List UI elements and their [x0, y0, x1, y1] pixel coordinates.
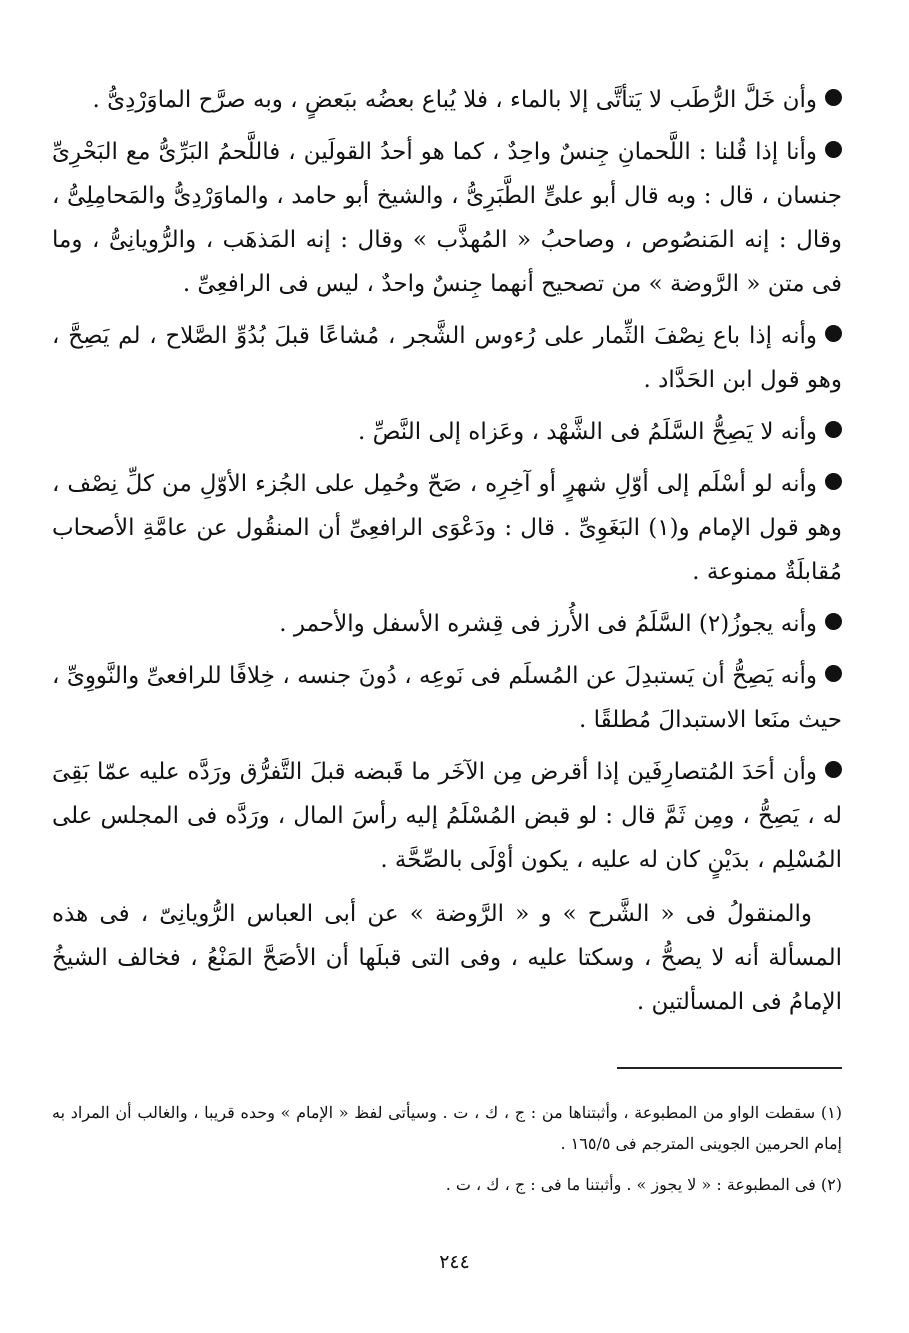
- paragraph-9: [52, 892, 842, 1024]
- footnote-divider: [617, 1067, 842, 1069]
- bullet-icon: [825, 325, 842, 342]
- paragraph-text: والمنقولُ فى « الشَّرح » و « الرَّوضة » عن أبى العباس الرُّويانِىّ ، فى هذه المسألة أنه لا يصحُّ ، وسكتا عليه ، وفى التى قبلَها أن الأصَحَّ المَنْعُ ، فخالف الشيخُ الإمامُ فى المسألتين .: [52, 901, 842, 1015]
- paragraph-7: [52, 654, 842, 742]
- paragraph-text: وأنه إذا باع نِصْفَ الثِّمار على رُءوس الشَّجر ، مُشاعًا قبلَ بُدُوِّ الصَّلاح ، لم يَصِحَّ ، وهو قول ابن الحَدَّاد .: [52, 323, 842, 393]
- paragraph-5: [52, 462, 842, 594]
- footnote-2: (٢) فى المطبوعة : « لا يجوز » . وأثبتنا ما فى : ج ، ك ، ت .: [445, 1175, 842, 1194]
- bullet-icon: [825, 421, 842, 438]
- footnotes: [52, 1097, 842, 1210]
- paragraph-6: [52, 602, 842, 646]
- paragraph-text: وأنه يَصِحُّ أن يَستبدِلَ عن المُسلَم فى نَوعِه ، دُونَ جنسه ، خِلافًا للرافعىِّ والنَّووِىِّ ، حيث منَعا الاستبدالَ مُطلقًا .: [52, 663, 842, 733]
- main-text: [52, 78, 842, 1032]
- bullet-icon: [825, 613, 842, 630]
- paragraph-2: [52, 130, 842, 306]
- paragraph-text: وأن خَلَّ الرُّطَب لا يَتأتَّى إلا بالماء ، فلا يُباع بعضُه ببَعضٍ ، وبه صرَّح الماوَرْدِىُّ .: [92, 87, 817, 113]
- paragraph-text: وأنه لا يَصِحُّ السَّلَمُ فى الشَّهْد ، وعَزاه إلى النَّصِّ .: [357, 419, 817, 445]
- footnote-1: (١) سقطت الواو من المطبوعة ، وأثبتناها من : ج ، ك ، ت . وسيأتى لفظ « الإمام » وحده قريبا ، والغالب أن المراد به إمام الحرمين الجوينى المترجم فى ١٦٥/٥ .: [52, 1103, 842, 1153]
- paragraph-3: [52, 314, 842, 402]
- bullet-icon: [825, 761, 842, 778]
- paragraph-4: [52, 410, 842, 454]
- page-number: ٢٤٤: [439, 1251, 470, 1273]
- bullet-icon: [825, 141, 842, 158]
- bullet-icon: [825, 473, 842, 490]
- paragraph-text: وأنه لو أسْلَم إلى أوّلِ شهرٍ أو آخِرِه ، صَحّ وحُمِل على الجُزء الأوّلِ من كلِّ نِصْف ، وهو قول الإمام و(١) البَغَوِىِّ . قال : ودَعْوَى الرافعِىِّ أن المنقُول عن عامَّةِ الأصحاب مُقابلَةٌ ممنوعة .: [52, 471, 843, 585]
- paragraph-text: وأنه يجوزُ(٢) السَّلَمُ فى الأُرز فى قِشره الأسفل والأحمر .: [279, 611, 817, 637]
- paragraph-text: وأنا إذا قُلنا : اللَّحمانِ جِنسٌ واحِدٌ ، كما هو أحدُ القولَين ، فاللَّحمُ البَرِّىُّ مع البَحْرِىِّ جنسان ، قال : وبه قال أبو علىٍّ الطَّبَرِىُّ ، والشيخ أبو حامد ، والماوَرْدِىُّ والمَحامِلِىُّ ، وقال : إنه المَنصُوص ، وصاحبُ « المُهذَّب » وقال : إنه المَذهَب ، والرُّويانِىُّ ، وما فى متن « الرَّوضة » من تصحيح أنهما جِنسٌ واحدٌ ، ليس فى الرافعِىِّ .: [52, 139, 842, 297]
- paragraph-8: [52, 750, 842, 882]
- bullet-icon: [825, 665, 842, 682]
- paragraph-text: وأن أحَدَ المُتصارِفَين إذا أقرض مِن الآخَر ما قَبضه قبلَ التَّفرُّق ورَدَّه عليه عمّا بَقِىَ له ، يَصِحُّ ، ومِن ثَمَّ قال : لو قبض المُسْلَمُ إليه رأسَ المال ، ورَدَّه فى المجلس على المُسْلِم ، بدَيْنٍ كان له عليه ، يكون أوْلَى بالصِّحَّة .: [52, 759, 842, 873]
- paragraph-1: [52, 78, 842, 122]
- bullet-icon: [825, 89, 842, 106]
